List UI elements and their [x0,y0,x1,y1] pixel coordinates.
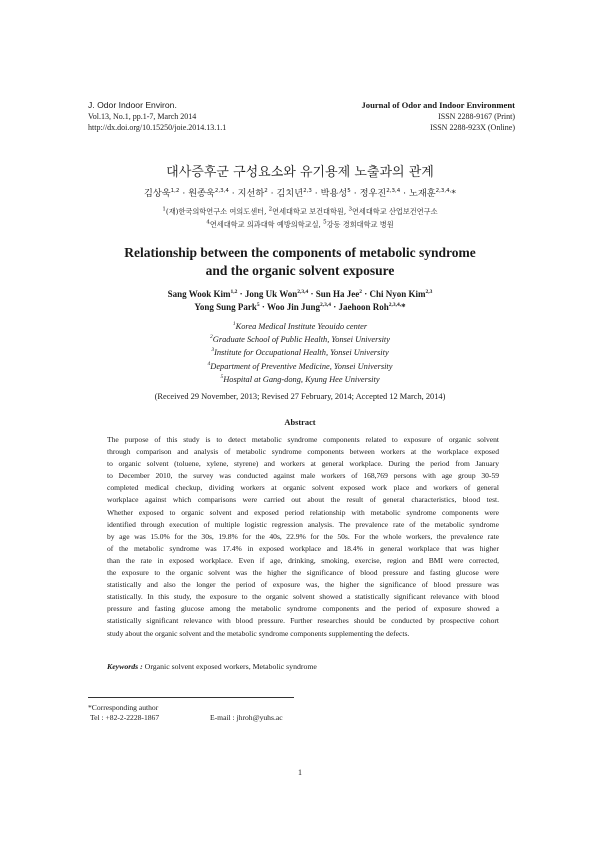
keywords-text: Organic solvent exposed workers, Metabolic syndrome [142,662,317,671]
abstract-line: pressure and fasting glucose among the metabolic syndrome components and the period of exposure showed a [107,604,499,614]
affiliation-text: Department of Preventive Medicine, Yonsei University [210,361,393,371]
english-authors-line-1 [0,288,600,301]
corresponding-author-label: *Corresponding author [88,703,159,712]
author-affiliation-mark: 2,3,4, [388,302,402,308]
abstract-line: to December 2010, the survey was conducted against male workers of 168,769 persons with age group 30-59 [107,471,499,481]
abstract-line: The purpose of this study is to detect metabolic syndrome components related to exposure of organic solvent [107,435,499,444]
affiliation-item [0,320,600,333]
abstract-line: statistically significant relevance with blood pressure. Further researches should be conducted by prospective cohort [107,616,499,626]
keywords-label: Keywords : [107,662,143,671]
affiliation-text: 강동 경희대학교 병원 [326,220,394,229]
author-affiliation-mark: 1,2 [230,289,238,295]
volume-line: Vol.13, No.1, pp.1-7, March 2014 [88,112,197,121]
english-authors-line-2 [0,301,600,314]
author-affiliation-mark: 2,3,4 [297,289,309,295]
affiliation-number: 2 [268,206,273,213]
author-separator: · [267,188,277,199]
corresponding-mark: * [451,188,456,199]
author-separator: · [237,289,245,299]
journal-header-left [88,100,226,133]
page-number: 1 [298,768,302,777]
author-separator: · [308,289,316,299]
author-separator: · [350,188,360,199]
author-separator: · [228,188,238,199]
author-name: Chi Nyon Kim [369,289,426,299]
author-affiliation-mark: 2 [264,187,268,194]
author-separator: · [361,289,370,299]
email[interactable]: E-mail : jhroh@yuhs.ac [210,713,283,722]
english-author-list [0,288,600,314]
abstract-line: through comparison and analysis of metabolic syndrome components between workers at the workplace exposed [107,447,499,457]
affiliation-text: 연세대학교 산업보건연구소 [351,207,438,216]
abstract-line: than the rate in exposed workplace. Even if age, drinking, smoking, exercise, region and BMI were corrected, [107,555,499,565]
author-separator: · [259,302,267,312]
author-separator: · [331,302,339,312]
korean-title: 대사증후군 구성요소와 유기용제 노출과의 관계 [166,165,434,180]
corresponding-mark: * [401,302,406,312]
affiliation-item [0,346,600,359]
author-affiliation-mark: 2 [359,289,362,295]
author-name: Sang Wook Kim [167,289,231,299]
affiliation-number: 2 [210,334,213,341]
affiliation-text: Hospital at Gang-dong, Kyung Hee University [223,374,380,384]
abstract-line: identified through execution of multiple logistic regression analysis. The prevalence rate of the metabolic syndrome [107,519,499,529]
abstract-heading: Abstract [284,418,316,427]
korean-affiliation-line-2 [0,220,600,230]
abstract-line: of the metabolic syndrome was 17.4% in exposed workplace and 18.4% in general workplace that was higher [107,543,499,553]
abstract-line: study about the organic solvent and the metabolic syndrome components supplementing the defects. [107,628,410,638]
affiliation-item [0,333,600,346]
issn-print: ISSN 2288-9167 (Print) [438,112,515,121]
affiliation-text: 연세대학교 보건대학원, [272,207,349,216]
author-affiliation-mark: 2,3,4 [214,187,229,194]
abstract-line: statistically. In this study, the exposure to the organic solvent showed a statistically significant relevance with blood [107,592,499,602]
issn-online: ISSN 2288-923X (Online) [430,123,515,132]
affiliation-text: Korea Medical Institute Yeouido center [235,322,368,331]
abstract-body [107,434,499,640]
affiliation-number: 3 [348,206,352,213]
abstract-line: statistically and also the longer the period of exposure was, the higher the significance of blood pressure was [107,580,499,590]
author-separator: · [400,188,409,199]
author-affiliation-mark: 2,3,4 [386,187,401,194]
author-name: Woo Jin Jung [266,302,320,312]
english-title [0,244,600,280]
affiliation-text: Graduate School of Public Health, Yonsei University [212,335,390,345]
author-name: 노재훈 [408,188,436,199]
english-affiliations [0,320,600,386]
affiliation-number: 3 [211,347,215,354]
received-dates: (Received 29 November, 2013; Revised 27 February, 2014; Accepted 12 March, 2014) [154,392,446,401]
journal-short-name: J. Odor Indoor Environ. [88,100,177,110]
affiliation-number: 1 [232,321,236,328]
author-name: Jong Uk Won [244,289,298,299]
affiliation-number: 4 [207,360,211,367]
author-name: 김상욱 [144,188,171,199]
affiliation-text: Institute for Occupational Health, Yonsei University [214,348,389,358]
author-name: Yong Sung Park [194,302,257,312]
affiliation-number: 4 [206,219,210,226]
author-affiliation-mark: 5 [256,302,260,308]
affiliation-text: (재)한국의학연구소 여의도센터, [165,207,269,216]
author-name: 정우진 [359,188,387,199]
abstract-line: workplace against which comparisons were carried out about the result of general characteristics, blood test. [107,495,499,505]
author-affiliation-mark: 2,3 [303,187,312,194]
author-affiliation-mark: 1,2 [170,187,180,194]
author-name: Sun Ha Jee [315,289,360,299]
abstract-line: the exposure to the organic solvent was the higher the significance of blood pressure and fasting glucose were [107,568,499,578]
abstract-line: to organic solvent (toluene, xylene, styrene) and workers at general workplace. During the period from January [107,459,499,469]
abstract-line: by age was 15.0% for the 30s, 19.8% for the 40s, 22.9% for the 50s. For the whole workers, the prevalence rate [107,531,499,541]
author-affiliation-mark: 2,3 [425,289,433,295]
author-separator: · [311,188,321,199]
english-title-line-1: Relationship between the components of metabolic syndrome [124,245,476,260]
corresponding-footnote [88,703,283,723]
author-separator: · [179,188,189,199]
affiliation-item [0,360,600,373]
doi-link[interactable]: http://dx.doi.org/10.15250/joie.2014.13.1.1 [88,123,227,132]
footnote-divider [88,697,294,698]
author-name: 원종욱 [188,188,215,199]
author-affiliation-mark: 2,3,4 [320,302,331,308]
abstract-line: Whether exposed to organic solvent and exposed period relationship with metabolic syndrome components were [107,507,499,517]
affiliation-number: 5 [323,219,327,226]
author-name: Jaehoon Roh [338,302,389,312]
affiliation-item [0,373,600,386]
telephone: Tel : +82-2-2228-1867 [90,713,160,722]
korean-affiliation-line-1 [0,207,600,217]
author-affiliation-mark: 5 [347,187,351,194]
author-name: 김치년 [276,188,304,199]
author-name: 지선하 [237,188,265,199]
journal-header-right [361,100,515,133]
affiliation-text: 연세대학교 의과대학 예방의학교실, [209,220,324,229]
affiliation-number: 5 [220,374,224,381]
english-title-line-2: and the organic solvent exposure [205,263,395,278]
author-name: 박용성 [320,188,348,199]
author-affiliation-mark: 2,3,4, [435,187,452,194]
abstract-line: completed medical checkup, dividing workers at organic solvent exposed work place and workers of general [107,483,499,493]
affiliation-number: 1 [162,206,166,213]
korean-author-list [0,185,600,199]
journal-full-name: Journal of Odor and Indoor Environment [361,100,515,110]
keywords-line [107,662,317,671]
